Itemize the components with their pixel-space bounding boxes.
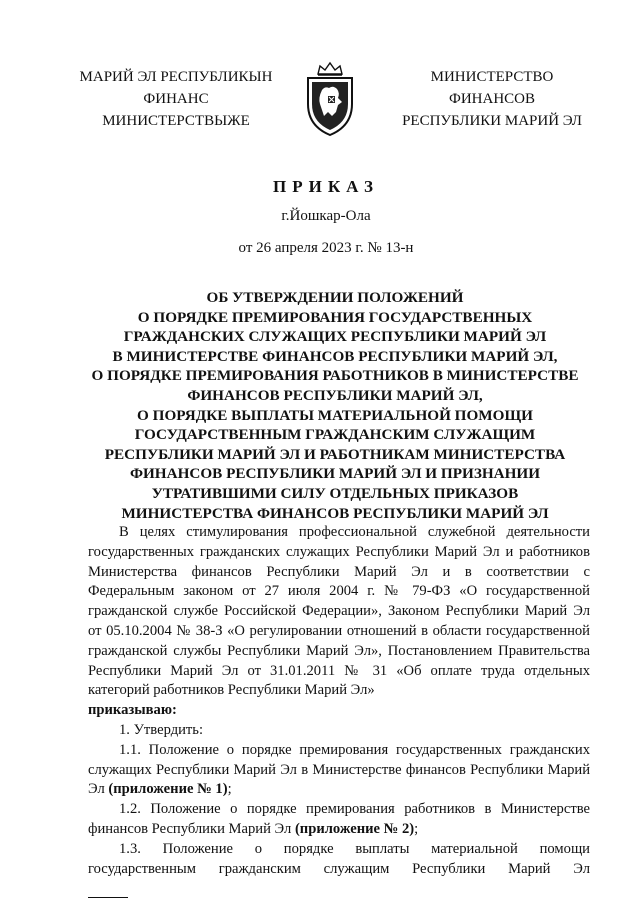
item-1-2-appendix-ref: (приложение № 2) xyxy=(294,820,415,837)
footnote-separator-line xyxy=(88,897,128,898)
item-1-1-text: 1.1. Положение о порядке премирования государственных гражданских служащих Республики Марий Эл в Министерстве финансов Республики Марий Эл xyxy=(88,741,590,798)
header-right-line-1: МИНИСТЕРСТВО xyxy=(430,69,554,85)
order-word: приказываю: xyxy=(88,702,177,719)
item-1-2-text: 1.2. Положение о порядке премирования работников в Министерстве финансов Республики Марий Эл xyxy=(88,801,590,837)
title-line: ФИНАНСОВ РЕСПУБЛИКИ МАРИЙ ЭЛ И ПРИЗНАНИИ xyxy=(129,465,541,483)
title-line: РЕСПУБЛИКИ МАРИЙ ЭЛ И РАБОТНИКАМ МИНИСТЕРСТВА xyxy=(104,445,566,463)
coat-of-arms-emblem-icon xyxy=(298,60,362,138)
header-left-line-2: ФИНАНС xyxy=(143,91,209,107)
header-left-line-3: МИНИСТЕРСТВЫЖЕ xyxy=(102,113,250,129)
title-line: ГОСУДАРСТВЕННЫМ ГРАЖДАНСКИМ СЛУЖАЩИМ xyxy=(134,426,536,444)
title-line: МИНИСТЕРСТВА ФИНАНСОВ РЕСПУБЛИКИ МАРИЙ ЭЛ xyxy=(121,504,549,522)
title-line: О ПОРЯДКЕ ПРЕМИРОВАНИЯ ГОСУДАРСТВЕННЫХ xyxy=(137,308,533,326)
item-1-3: 1.3. Положение о порядке выплаты материальной помощи государственным гражданским служащим Республики Марий Эл xyxy=(88,840,590,877)
title-line: ГРАЖДАНСКИХ СЛУЖАЩИХ РЕСПУБЛИКИ МАРИЙ ЭЛ xyxy=(123,328,547,346)
header-right-line-3: РЕСПУБЛИКИ МАРИЙ ЭЛ xyxy=(402,113,582,129)
header-right-line-2: ФИНАНСОВ xyxy=(448,91,536,107)
title-line: ФИНАНСОВ РЕСПУБЛИКИ МАРИЙ ЭЛ, xyxy=(187,386,483,404)
item-1-2 xyxy=(88,800,590,840)
document-city: г.Йошкар-Ола xyxy=(281,208,371,224)
title-line: О ПОРЯДКЕ ВЫПЛАТЫ МАТЕРИАЛЬНОЙ ПОМОЩИ xyxy=(137,406,533,424)
document-date-number: от 26 апреля 2023 г. № 13-н xyxy=(238,240,414,256)
item-1-1-appendix-ref: (приложение № 1) xyxy=(108,781,228,798)
item-1-2-end: ; xyxy=(414,820,419,837)
title-line: УТРАТИВШИМИ СИЛУ ОТДЕЛЬНЫХ ПРИКАЗОВ xyxy=(151,484,519,502)
order-title xyxy=(70,288,600,523)
title-line: О ПОРЯДКЕ ПРЕМИРОВАНИЯ РАБОТНИКОВ В МИНИСТЕРСТВЕ xyxy=(91,367,579,385)
item-1-1-end: ; xyxy=(227,781,232,798)
order-body xyxy=(88,523,590,879)
item-1-1 xyxy=(88,741,590,800)
header-right-russian xyxy=(372,66,612,132)
document-type-title: ПРИКАЗ xyxy=(273,177,379,196)
header-left-marij xyxy=(56,66,296,132)
item-1: 1. Утвердить: xyxy=(119,721,204,738)
header-left-line-1: МАРИЙ ЭЛ РЕСПУБЛИКЫН xyxy=(79,69,273,85)
title-line: ОБ УТВЕРЖДЕНИИ ПОЛОЖЕНИЙ xyxy=(206,289,464,306)
title-line: В МИНИСТЕРСТВЕ ФИНАНСОВ РЕСПУБЛИКИ МАРИЙ ЭЛ, xyxy=(112,347,558,365)
preamble-paragraph: В целях стимулирования профессиональной служебной деятельности государственных гражданских служащих Республики Марий Эл и работников Министерства финансов Республики Марий Эл и в соответствии с Федеральным законом от 27 июля 2004 г. № 79-ФЗ «О государственной гражданской службе Российской Федерации», Законом Республики Марий Эл от 05.10.2004 № 38-З «О регулировании отношений в области государственной гражданской службы Республики Марий Эл», Постановлением Правительства Республики Марий Эл от 31.01.2011 № 31 «Об оплате труда отдельных категорий работников Республики Марий Эл» xyxy=(88,524,590,699)
